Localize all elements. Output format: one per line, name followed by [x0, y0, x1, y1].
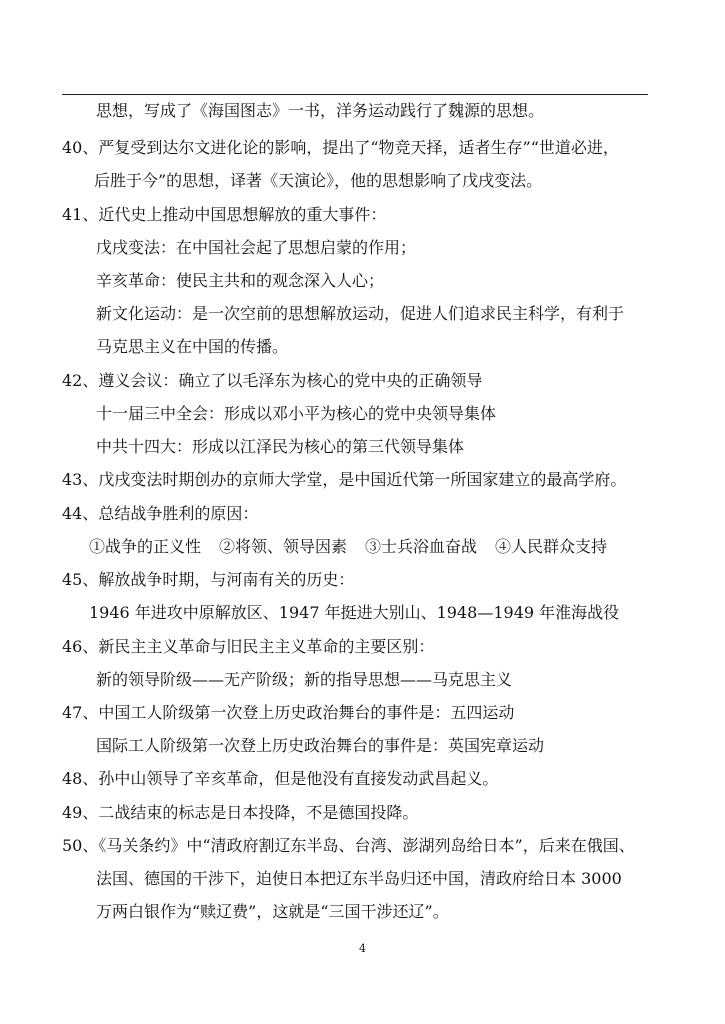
entry-44-heading: 44、总结战争胜利的原因： — [62, 504, 259, 523]
entry-48-heading: 48、孙中山领导了辛亥革命，但是他没有直接发动武昌起义。 — [62, 769, 499, 788]
entry-47-heading: 47、中国工人阶级第一次登上历史政治舞台的事件是：五四运动 — [62, 703, 515, 722]
entry-44-items — [89, 537, 607, 557]
entry-46-line-1: 新的领导阶级——无产阶级；新的指导思想——马克思主义 — [96, 670, 513, 689]
entry-42-heading: 42、遵义会议：确立了以毛泽东为核心的党中央的正确领导 — [62, 371, 483, 390]
entry-41-line-1: 戊戌变法：在中国社会起了思想启蒙的作用； — [96, 238, 417, 257]
entry-50-line-1: 法国、德国的干涉下，迫使日本把辽东半岛归还中国，清政府给日本 3000 — [96, 869, 622, 888]
entry-50-line-2: 万两白银作为“赎辽费”，这就是“三国干涉还辽”。 — [96, 902, 449, 921]
entry-44-item: ④人民群众支持 — [495, 537, 608, 556]
entry-45-line-1: 1946 年进攻中原解放区、1947 年挺进大别山、1948—1949 年淮海战役 — [89, 603, 620, 622]
header-rule — [62, 94, 648, 95]
entry-46-heading: 46、新民主主义革命与旧民主主义革命的主要区别： — [62, 637, 435, 656]
continuation-line: 思想，写成了《海国图志》一书，洋务运动践行了魏源的思想。 — [96, 101, 545, 120]
entry-41-line-2: 辛亥革命：使民主共和的观念深入人心； — [96, 271, 385, 290]
entry-50-heading: 50、《马关条约》中“清政府割辽东半岛、台湾、澎湖列岛给日本”，后来在俄国、 — [62, 836, 635, 855]
entry-44-item: ③士兵浴血奋战 — [365, 537, 478, 556]
entry-47-line-1: 国际工人阶级第一次登上历史政治舞台的事件是：英国宪章运动 — [96, 736, 545, 755]
entry-42-line-2: 中共十四大：形成以江泽民为核心的第三代领导集体 — [96, 437, 465, 456]
entry-45-heading: 45、解放战争时期，与河南有关的历史： — [62, 570, 355, 589]
entry-41-line-4: 马克思主义在中国的传播。 — [96, 337, 289, 356]
entry-41-line-3: 新文化运动：是一次空前的思想解放运动，促进人们追求民主科学，有利于 — [96, 304, 625, 323]
entry-44-item: ①战争的正义性 — [89, 537, 202, 556]
page-number: 4 — [359, 942, 366, 955]
entry-44-item: ②将领、领导因素 — [219, 537, 348, 556]
entry-40-line-1: 后胜于今”的思想，译著《天演论》，他的思想影响了戊戌变法。 — [94, 171, 543, 190]
entry-41-heading: 41、近代史上推动中国思想解放的重大事件： — [62, 205, 387, 224]
entry-40-heading: 40、严复受到达尔文进化论的影响，提出了“物竞天择，适者生存”“世道必进， — [62, 138, 619, 157]
entry-49-heading: 49、二战结束的标志是日本投降，不是德国投降。 — [62, 803, 419, 822]
entry-43-heading: 43、戊戌变法时期创办的京师大学堂，是中国近代第一所国家建立的最高学府。 — [62, 470, 627, 489]
entry-42-line-1: 十一届三中全会：形成以邓小平为核心的党中央领导集体 — [96, 404, 497, 423]
